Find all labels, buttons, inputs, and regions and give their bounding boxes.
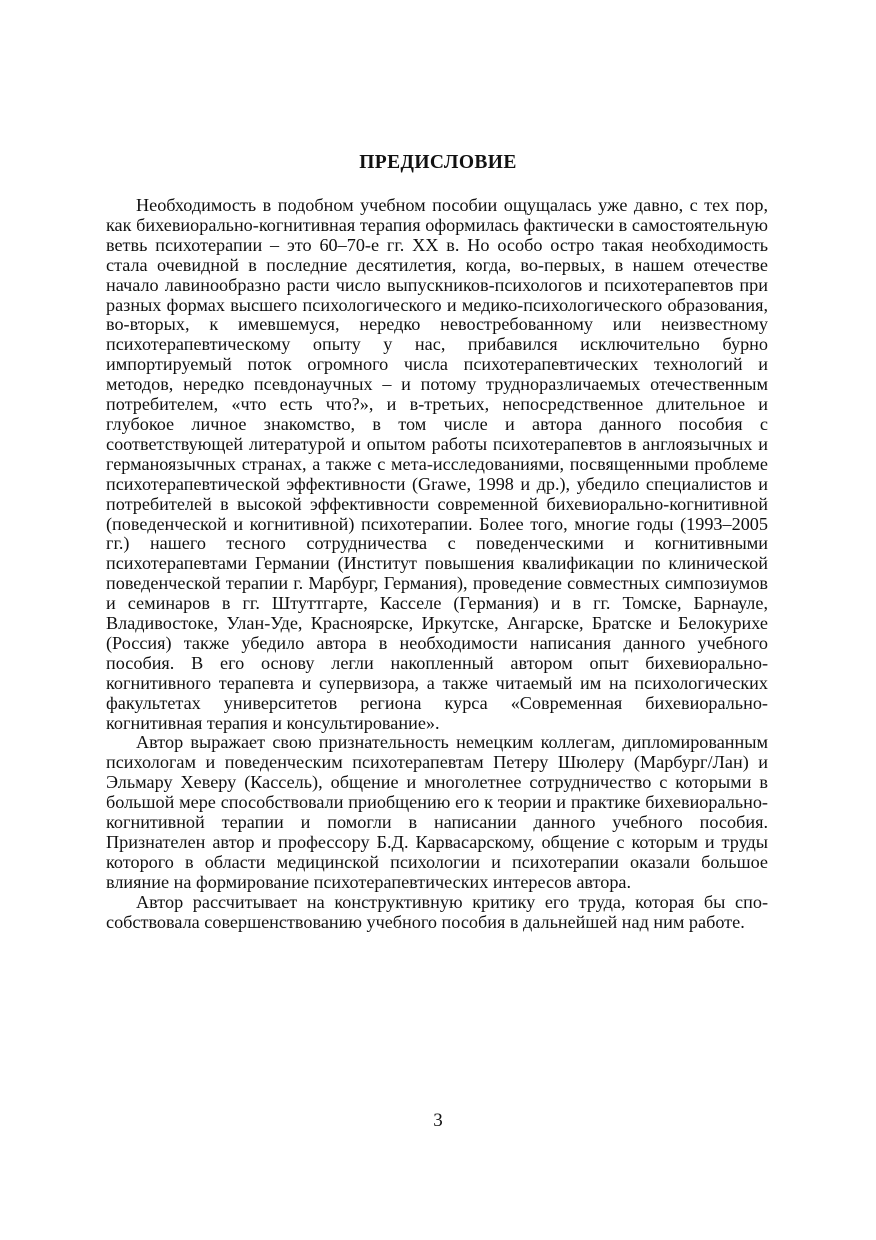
page-title: ПРЕДИСЛОВИЕ: [359, 152, 517, 173]
paragraph-2: Автор выражает свою признательность немецким коллегам, дипломированным психологам и поведенческим психотерапевтам Петеру Шюлеру (Марбург/Лан) и Эльмару Хеверу (Кассель), общение и многолетнее сотрудничество с которыми в большой мере способствовали приобщению его к теории и практике бихевиорально-когнитивной терапии и помогли в написании данного учебного пособия. Признателен автор и профессору Б.Д. Карвасарскому, общение с которым и труды которого в области медицинской психологии и психотерапии оказали большое влияние на формирование психотерапевтических интересов автора.: [106, 732, 768, 892]
preface-body: [106, 196, 768, 933]
paragraph-1: Необходимость в подобном учебном пособии ощущалась уже давно, с тех пор, как бихевиорально-когнитивная терапия оформилась фактически в самостоятельную ветвь психотерапии – это 60–70-е гг. XX в. Но особо остро такая необходимость стала очевидной в последние десятилетия, когда, во-первых, в нашем отечестве начало лавинообразно расти число выпускников-психологов и психотерапевтов при разных формах высшего психологического и медико-психологического образования, во-вторых, к имевшемуся, нередко невостребованному или неизвестному психотерапевтическому опыту у нас, прибавился исключительно бурно импортируемый поток огромного числа психотерапевтических технологий и методов, нередко псевдонаучных – и потому трудноразличаемых отечественным потребителем, «что есть что?», и в-третьих, непосредственное длительное и глубокое личное знакомство, в том числе и автора данного пособия с соответствующей литературой и опытом работы психотерапевтов в англоязычных и германоязычных странах, а также с мета-исследованиями, посвященными проблеме психотерапевтической эффективности (Grawe, 1998 и др.), убедило специалистов и потребителей в высокой эффективности современной бихевиорально-когнитивной (поведенческой и когнитивной) психотерапии. Более того, многие годы (1993–2005 гг.) нашего тесного сотрудничества с поведенческими и когнитивными психотерапевтами Германии (Институт повышения квалификации по клинической поведенческой терапии г. Марбург, Германия), проведение совместных симпозиумов и семинаров в гг. Штуттгарте, Касселе (Германия) и в гг. Томске, Барнауле, Владивостоке, Улан-Уде, Красноярске, Иркутске, Ангарске, Братске и Белокурихе (Россия) также убедило автора в необходимости написания данного учебного пособия. В его основу легли накопленный автором опыт бихевиорально-когнитивного терапевта и супервизора, а также читаемый им на психологических факультетах университетов региона курса «Современная бихевиорально-когнитивная терапия и консультирование».: [106, 195, 768, 733]
paragraph-3: Автор рассчитывает на конструктивную критику его труда, которая бы способствовала совершенствованию учебного пособия в дальнейшей над ним работе.: [106, 891, 768, 932]
page-number: 3: [433, 1110, 443, 1131]
